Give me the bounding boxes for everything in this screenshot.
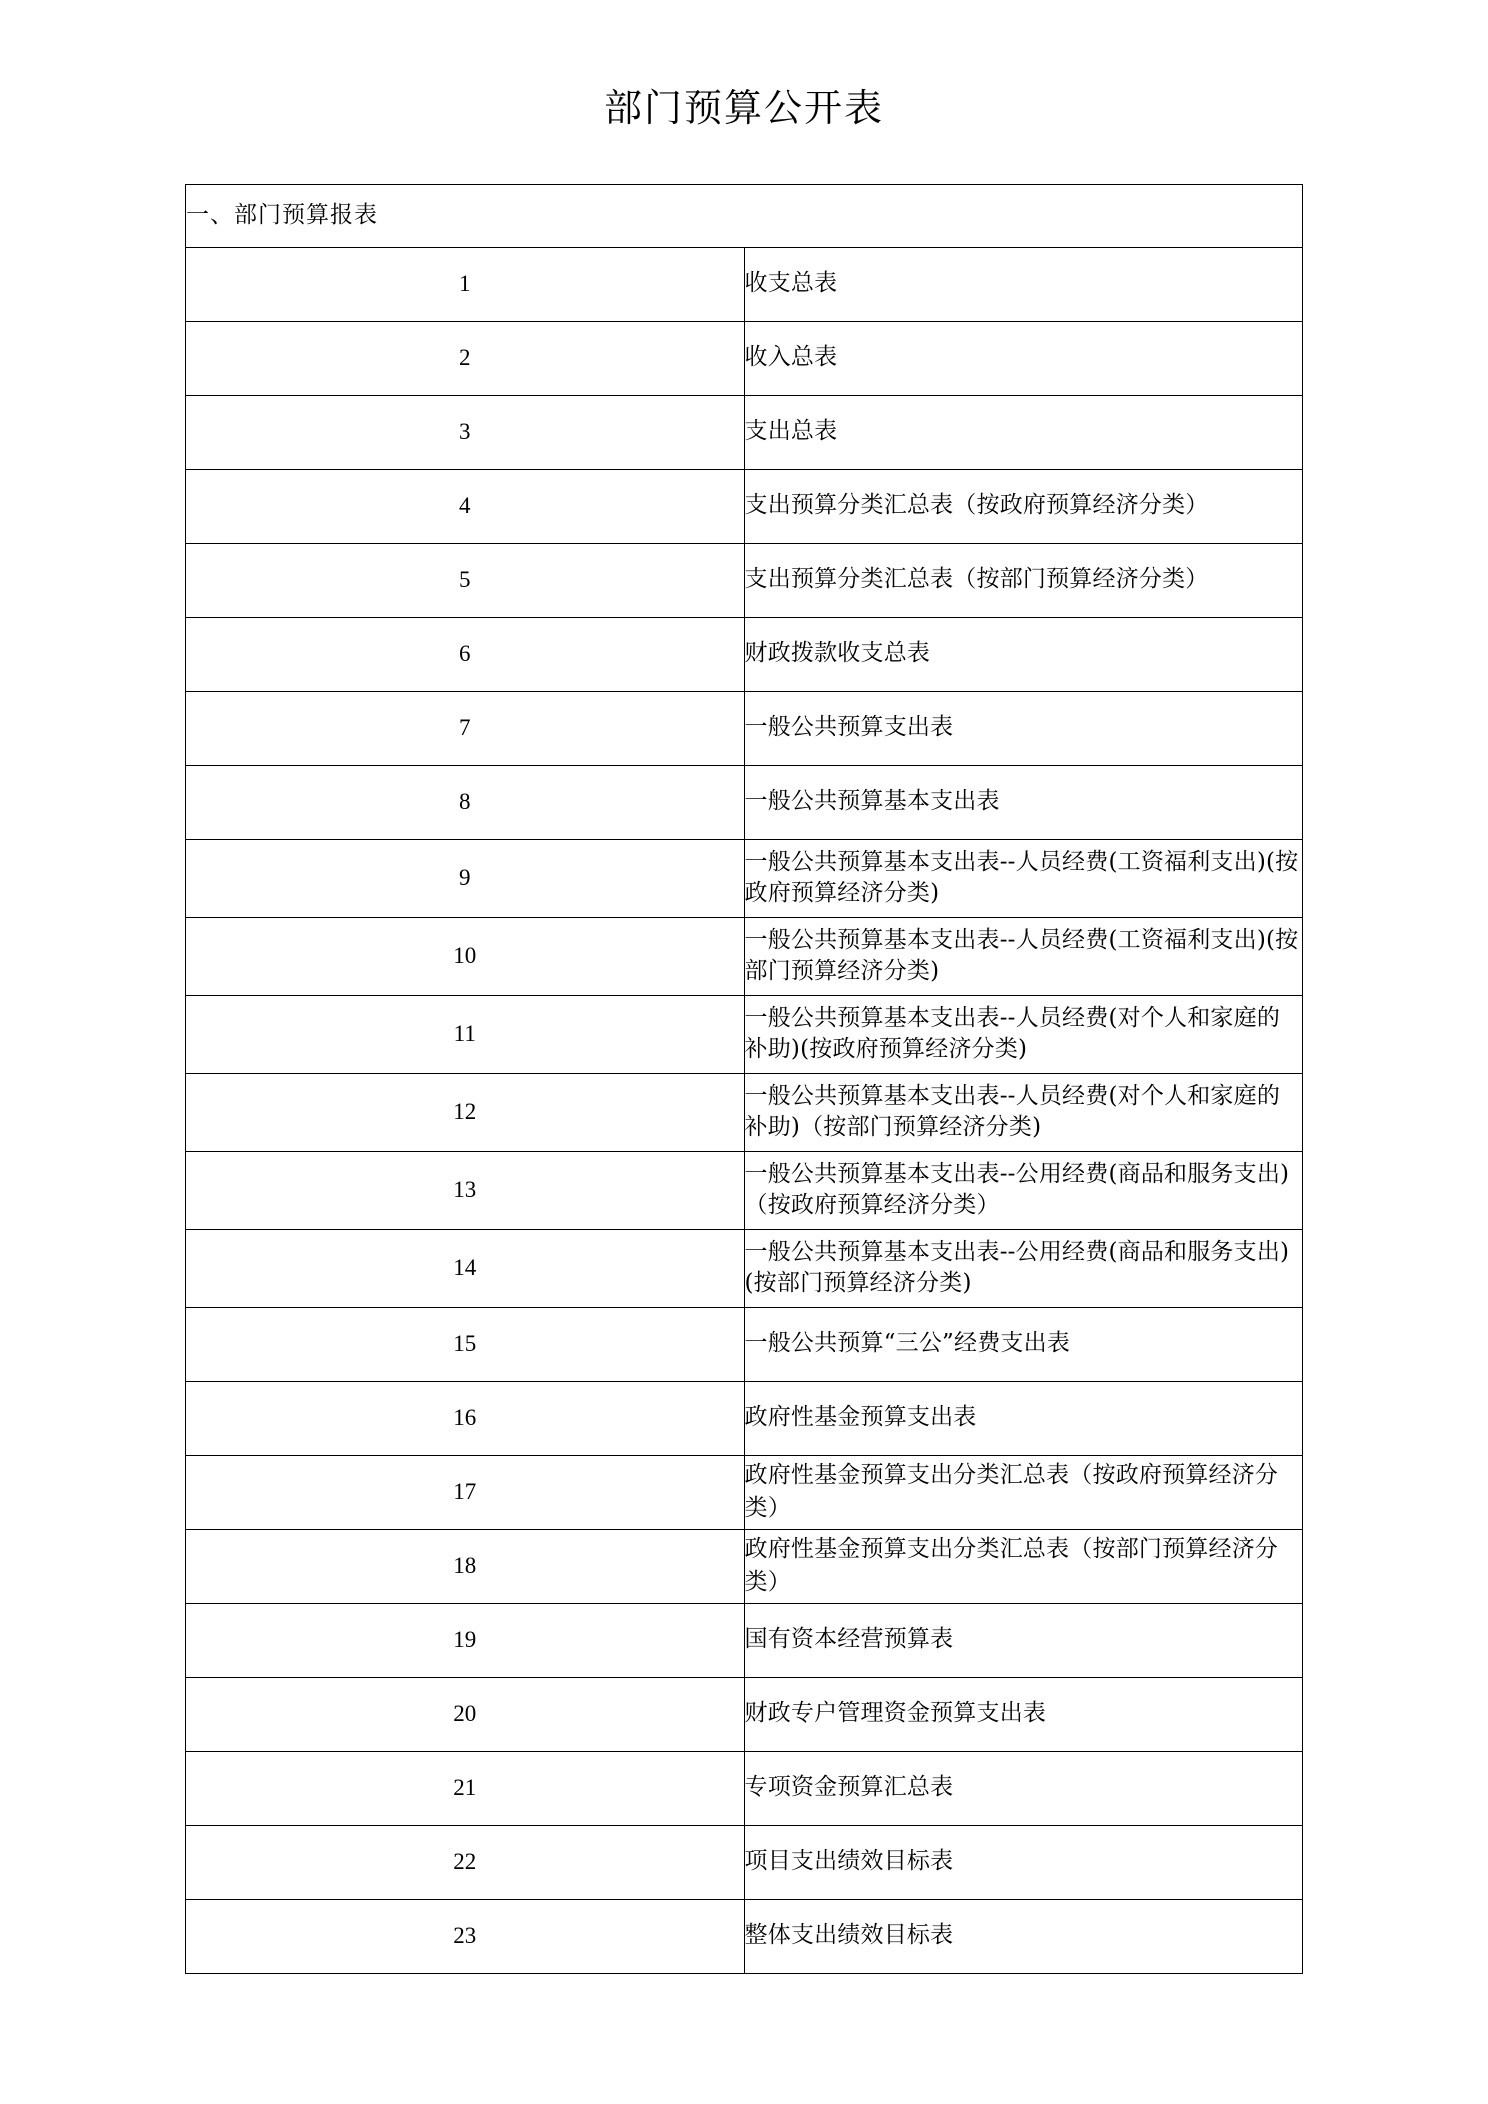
report-name-cell: 财政拨款收支总表 [744,617,1303,691]
row-index-cell: 17 [186,1455,745,1529]
section-heading-row [186,184,1303,247]
row-index-cell: 15 [186,1307,745,1381]
report-name-cell: 国有资本经营预算表 [744,1603,1303,1677]
table-row [186,765,1303,839]
report-name-cell: 一般公共预算支出表 [744,691,1303,765]
report-name-cell: 一般公共预算基本支出表--公用经费(商品和服务支出)（按政府预算经济分类） [744,1151,1303,1229]
table-row [186,995,1303,1073]
row-index-cell: 22 [186,1825,745,1899]
table-row [186,617,1303,691]
budget-report-table [185,184,1303,1974]
table-row [186,1307,1303,1381]
row-index-cell: 10 [186,917,745,995]
report-name-cell: 一般公共预算“三公”经费支出表 [744,1307,1303,1381]
table-row [186,1455,1303,1529]
table-row [186,839,1303,917]
table-row [186,469,1303,543]
section-heading-cell: 一、部门预算报表 [186,184,1303,247]
row-index-cell: 13 [186,1151,745,1229]
table-row [186,1751,1303,1825]
report-name-cell: 支出预算分类汇总表（按部门预算经济分类） [744,543,1303,617]
row-index-cell: 6 [186,617,745,691]
budget-table-container [185,184,1303,1974]
row-index-cell: 1 [186,247,745,321]
table-row [186,543,1303,617]
table-row [186,1603,1303,1677]
report-name-cell: 支出总表 [744,395,1303,469]
report-name-cell: 收入总表 [744,321,1303,395]
table-row [186,1825,1303,1899]
report-name-cell: 一般公共预算基本支出表 [744,765,1303,839]
table-row [186,1529,1303,1603]
row-index-cell: 12 [186,1073,745,1151]
table-row [186,1073,1303,1151]
report-name-cell: 整体支出绩效目标表 [744,1899,1303,1973]
table-row [186,1677,1303,1751]
report-name-cell: 一般公共预算基本支出表--公用经费(商品和服务支出)(按部门预算经济分类) [744,1229,1303,1307]
table-row [186,1899,1303,1973]
table-row [186,917,1303,995]
table-row [186,1151,1303,1229]
row-index-cell: 2 [186,321,745,395]
page-title: 部门预算公开表 [603,86,884,130]
row-index-cell: 3 [186,395,745,469]
row-index-cell: 23 [186,1899,745,1973]
report-name-cell: 专项资金预算汇总表 [744,1751,1303,1825]
table-body [186,184,1303,1973]
report-name-cell: 一般公共预算基本支出表--人员经费(对个人和家庭的补助)(按政府预算经济分类) [744,995,1303,1073]
report-name-cell: 收支总表 [744,247,1303,321]
row-index-cell: 4 [186,469,745,543]
table-row [186,321,1303,395]
report-name-cell: 政府性基金预算支出表 [744,1381,1303,1455]
report-name-cell: 一般公共预算基本支出表--人员经费(工资福利支出)(按政府预算经济分类) [744,839,1303,917]
report-name-cell: 政府性基金预算支出分类汇总表（按政府预算经济分类） [744,1455,1303,1529]
row-index-cell: 16 [186,1381,745,1455]
table-row [186,247,1303,321]
row-index-cell: 14 [186,1229,745,1307]
row-index-cell: 21 [186,1751,745,1825]
report-name-cell: 政府性基金预算支出分类汇总表（按部门预算经济分类） [744,1529,1303,1603]
row-index-cell: 5 [186,543,745,617]
row-index-cell: 20 [186,1677,745,1751]
report-name-cell: 一般公共预算基本支出表--人员经费(对个人和家庭的补助)（按部门预算经济分类) [744,1073,1303,1151]
row-index-cell: 19 [186,1603,745,1677]
table-row [186,1381,1303,1455]
row-index-cell: 18 [186,1529,745,1603]
table-row [186,691,1303,765]
report-name-cell: 财政专户管理资金预算支出表 [744,1677,1303,1751]
table-row [186,1229,1303,1307]
table-row [186,395,1303,469]
report-name-cell: 一般公共预算基本支出表--人员经费(工资福利支出)(按部门预算经济分类) [744,917,1303,995]
row-index-cell: 7 [186,691,745,765]
row-index-cell: 8 [186,765,745,839]
row-index-cell: 11 [186,995,745,1073]
report-name-cell: 支出预算分类汇总表（按政府预算经济分类） [744,469,1303,543]
report-name-cell: 项目支出绩效目标表 [744,1825,1303,1899]
row-index-cell: 9 [186,839,745,917]
